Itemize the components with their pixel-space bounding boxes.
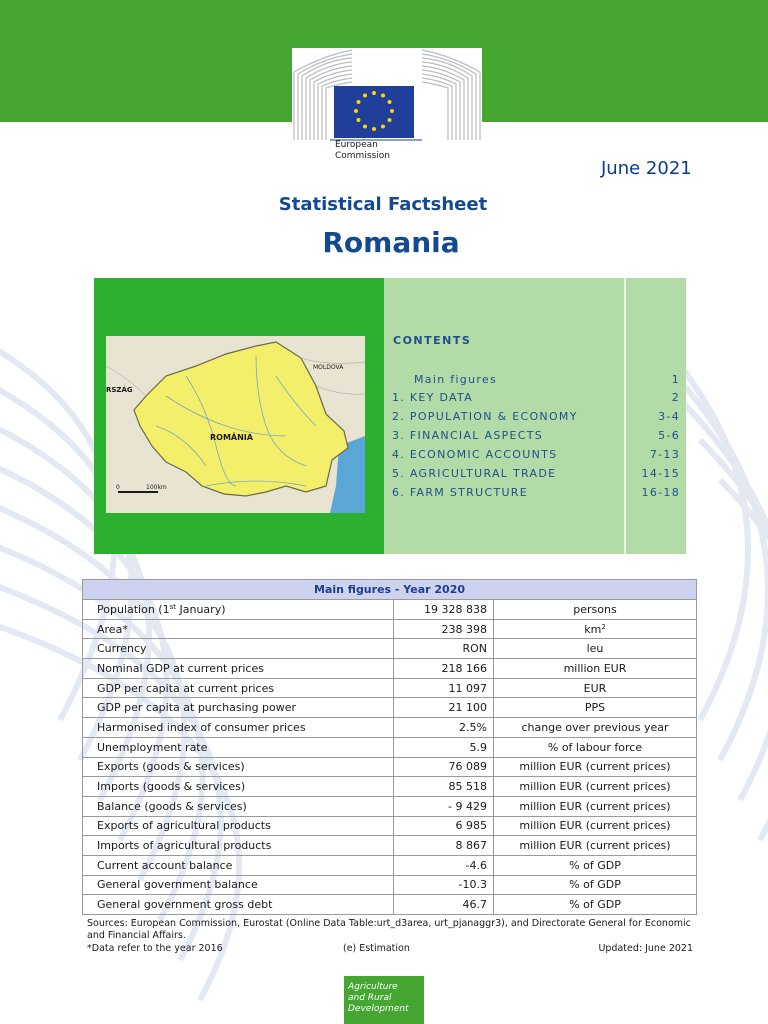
document-title: Romania <box>322 226 460 259</box>
table-body <box>83 600 697 915</box>
row-unit: leu <box>494 639 697 659</box>
svg-text:ROMÂNIA: ROMÂNIA <box>210 433 253 442</box>
row-label: Currency <box>83 639 394 659</box>
svg-text:RSZÁG: RSZÁG <box>106 386 133 394</box>
row-label: Population (1st January) <box>83 600 394 620</box>
contents-item-label: 4. ECONOMIC ACCOUNTS <box>392 448 558 461</box>
updated-date: Updated: June 2021 <box>598 943 693 954</box>
row-unit: % of GDP <box>494 895 697 915</box>
row-label: Exports of agricultural products <box>83 816 394 836</box>
row-label: Exports (goods & services) <box>83 757 394 777</box>
table-row <box>83 600 697 620</box>
row-label: Nominal GDP at current prices <box>83 659 394 679</box>
row-unit: million EUR (current prices) <box>494 796 697 816</box>
row-unit: persons <box>494 600 697 620</box>
table-row <box>83 757 697 777</box>
table-row <box>83 875 697 895</box>
map-panel <box>94 278 384 554</box>
row-label: Area* <box>83 619 394 639</box>
table-row <box>83 659 697 679</box>
contents-item-label: 5. AGRICULTURAL TRADE <box>392 467 557 480</box>
contents-item-main-figures[interactable] <box>392 373 680 389</box>
publication-date: June 2021 <box>601 158 692 179</box>
row-unit: million EUR (current prices) <box>494 777 697 797</box>
contents-item-farm-structure[interactable] <box>392 486 680 502</box>
row-label: Imports of agricultural products <box>83 836 394 856</box>
contents-heading: CONTENTS <box>393 334 472 347</box>
contents-item-pages: 14-15 <box>641 467 680 480</box>
table-row <box>83 836 697 856</box>
row-value: 11 097 <box>394 678 494 698</box>
contents-item-pages: 3-4 <box>658 410 680 423</box>
table-row <box>83 718 697 738</box>
row-value: 8 867 <box>394 836 494 856</box>
table-row <box>83 698 697 718</box>
estimation-note: (e) Estimation <box>343 943 410 954</box>
row-label: Current account balance <box>83 855 394 875</box>
row-value: 85 518 <box>394 777 494 797</box>
contents-item-pages: 7-13 <box>649 448 680 461</box>
contents-item-economic-accounts[interactable] <box>392 448 680 464</box>
table-row <box>83 678 697 698</box>
row-unit: EUR <box>494 678 697 698</box>
row-value: 238 398 <box>394 619 494 639</box>
table-row <box>83 796 697 816</box>
table-row <box>83 777 697 797</box>
contents-item-pages: 2 <box>671 391 680 404</box>
table-row <box>83 855 697 875</box>
row-value: RON <box>394 639 494 659</box>
logo-label: European Commission <box>335 140 390 161</box>
contents-item-label: 2. POPULATION & ECONOMY <box>392 410 578 423</box>
table-row <box>83 895 697 915</box>
row-value: 76 089 <box>394 757 494 777</box>
row-label: General government gross debt <box>83 895 394 915</box>
row-unit: % of labour force <box>494 737 697 757</box>
agriculture-rural-development-badge: Agriculture and Rural Development <box>344 976 424 1024</box>
row-label: Unemployment rate <box>83 737 394 757</box>
romania-map-image <box>106 336 365 513</box>
svg-text:0: 0 <box>116 484 120 491</box>
main-figures-table <box>82 579 697 915</box>
contents-item-pages: 5-6 <box>658 429 680 442</box>
row-value: 46.7 <box>394 895 494 915</box>
row-value: - 9 429 <box>394 796 494 816</box>
contents-item-label: Main figures <box>414 373 498 386</box>
contents-item-population-economy[interactable] <box>392 410 680 426</box>
contents-item-key-data[interactable] <box>392 391 680 407</box>
svg-text:MOLDOVA: MOLDOVA <box>313 364 344 371</box>
contents-item-financial-aspects[interactable] <box>392 429 680 445</box>
european-commission-logo <box>292 48 482 174</box>
row-value: -10.3 <box>394 875 494 895</box>
contents-item-label: 1. KEY DATA <box>392 391 474 404</box>
contents-item-pages: 1 <box>671 373 680 386</box>
table-row <box>83 737 697 757</box>
row-value: -4.6 <box>394 855 494 875</box>
row-label: General government balance <box>83 875 394 895</box>
row-label: GDP per capita at purchasing power <box>83 698 394 718</box>
area-footnote: *Data refer to the year 2016 <box>87 943 223 954</box>
footnote-row <box>87 943 697 956</box>
row-unit: % of GDP <box>494 855 697 875</box>
row-value: 218 166 <box>394 659 494 679</box>
row-unit: % of GDP <box>494 875 697 895</box>
document-subtitle: Statistical Factsheet <box>278 194 488 215</box>
table-row <box>83 619 697 639</box>
row-unit: $km^2$ <box>494 619 697 639</box>
row-label: Harmonised index of consumer prices <box>83 718 394 738</box>
svg-text:100km: 100km <box>146 484 167 491</box>
row-value: 21 100 <box>394 698 494 718</box>
row-unit: PPS <box>494 698 697 718</box>
row-unit: million EUR (current prices) <box>494 757 697 777</box>
sources-note: Sources: European Commission, Eurostat (Online Data Table:urt_d3area, urt_pjanaggr3), and Directorate General for Economic and Financial Affairs. <box>87 918 691 941</box>
contents-item-label: 6. FARM STRUCTURE <box>392 486 529 499</box>
table-heading: Main figures - Year 2020 <box>83 580 697 600</box>
row-label: Balance (goods & services) <box>83 796 394 816</box>
row-value: 2.5% <box>394 718 494 738</box>
contents-item-pages: 16-18 <box>641 486 680 499</box>
row-value: 19 328 838 <box>394 600 494 620</box>
contents-item-label: 3. FINANCIAL ASPECTS <box>392 429 544 442</box>
row-unit: million EUR <box>494 659 697 679</box>
row-unit: million EUR (current prices) <box>494 836 697 856</box>
table-header-row <box>83 580 697 600</box>
row-value: 5.9 <box>394 737 494 757</box>
contents-item-agricultural-trade[interactable] <box>392 467 680 483</box>
row-value: 6 985 <box>394 816 494 836</box>
row-label: GDP per capita at current prices <box>83 678 394 698</box>
row-label: Imports (goods & services) <box>83 777 394 797</box>
table-row <box>83 816 697 836</box>
table-row <box>83 639 697 659</box>
row-unit: million EUR (current prices) <box>494 816 697 836</box>
row-unit: change over previous year <box>494 718 697 738</box>
